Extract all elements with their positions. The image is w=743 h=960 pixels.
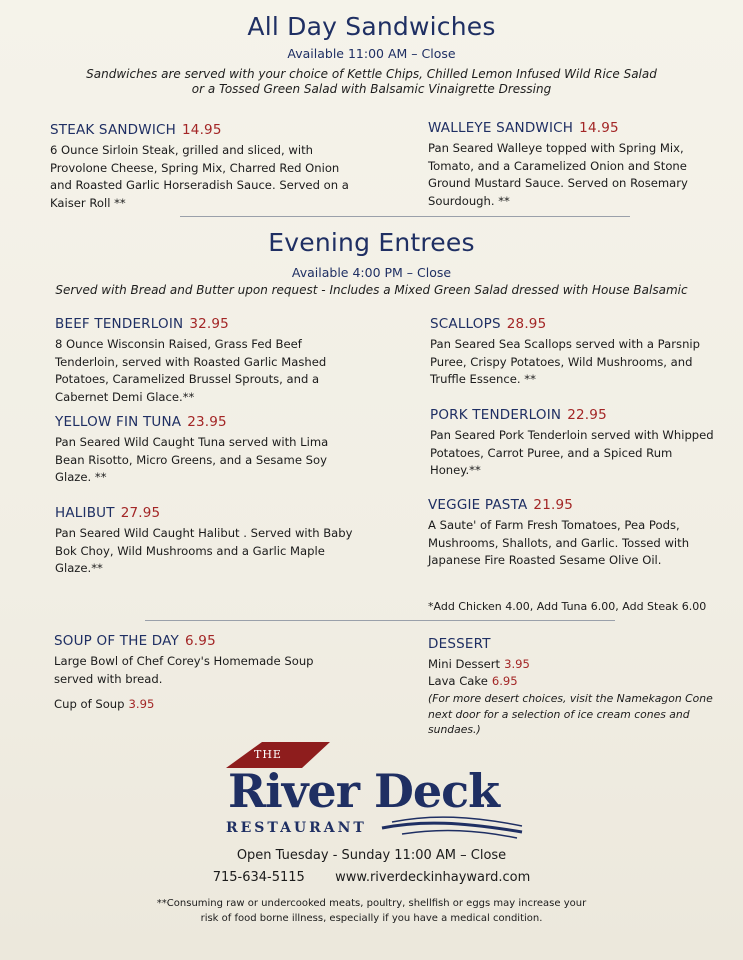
item-name: BEEF TENDERLOIN: [55, 316, 184, 332]
divider: [180, 216, 630, 217]
logo-the: THE: [254, 748, 282, 761]
entrees-note: Served with Bread and Butter upon request - Includes a Mixed Green Salad dressed with House Balsamic: [55, 283, 688, 297]
sandwiches-availability: Available 11:00 AM – Close: [287, 46, 456, 61]
river-deck-logo: [222, 742, 532, 842]
item-name: VEGGIE PASTA: [428, 497, 528, 513]
sandwiches-note-line2: or a Tossed Green Salad with Balsamic Vinaigrette Dressing: [191, 82, 552, 96]
sandwiches-heading: All Day Sandwiches: [247, 12, 496, 41]
contact-line: [0, 870, 743, 885]
dessert-note: (For more desert choices, visit the Namekagon Cone next door for a selection of ice cream cones and sundaes.): [428, 692, 713, 736]
disclaimer-line2: risk of food borne illness, especially if you have a medical condition.: [200, 913, 543, 924]
item-price: 27.95: [120, 505, 161, 521]
hours: Open Tuesday - Sunday 11:00 AM – Close: [236, 848, 507, 863]
item-price: 22.95: [567, 407, 607, 423]
item-name: YELLOW FIN TUNA: [55, 414, 182, 430]
entrees-availability: Available 4:00 PM – Close: [291, 265, 452, 280]
mini-dessert: Mini Dessert 3.95: [428, 657, 530, 671]
item-name: HALIBUT: [55, 505, 115, 521]
item-price: 32.95: [189, 316, 229, 332]
menu-item-veggie-pasta: [428, 497, 728, 570]
item-name: DESSERT: [428, 636, 491, 652]
sandwiches-note-line1: Sandwiches are served with your choice of Kettle Chips, Chilled Lemon Infused Wild Rice Salad: [86, 67, 657, 81]
item-price: 21.95: [533, 497, 574, 513]
cup-of-soup: Cup of Soup 3.95: [54, 697, 155, 711]
disclaimer-line1: **Consuming raw or undercooked meats, poultry, shellfish or eggs may increase your: [156, 898, 587, 909]
item-name: SCALLOPS: [430, 316, 501, 332]
menu-item-yellow-fin-tuna: [55, 414, 385, 487]
logo-restaurant: RESTAURANT: [226, 820, 367, 836]
item-name: STEAK SANDWICH: [50, 122, 176, 138]
menu-item-steak-sandwich: [50, 122, 380, 212]
phone-number: 715-634-5115: [212, 870, 305, 885]
item-description: A Saute' of Farm Fresh Tomatoes, Pea Pods, Mushrooms, Shallots, and Garlic. Tossed with Japanese Fire Roasted Sesame Olive Oil.: [428, 518, 690, 567]
item-name: PORK TENDERLOIN: [430, 407, 562, 423]
entrees-heading: Evening Entrees: [268, 228, 475, 257]
item-description: 8 Ounce Wisconsin Raised, Grass Fed Beef Tenderloin, served with Roasted Garlic Mashed Potatoes, Caramelized Brussel Sprouts, and a Cabernet Demi Glace.**: [55, 337, 327, 404]
item-description: Pan Seared Walleye topped with Spring Mix, Tomato, and a Caramelized Onion and Stone Ground Mustard Sauce. Served on Rosemary Sourdough. **: [428, 141, 688, 208]
item-price: 23.95: [187, 414, 227, 430]
item-price: 14.95: [579, 120, 619, 136]
logo-name: River Deck: [228, 764, 499, 818]
menu-item-beef-tenderloin: [55, 316, 385, 406]
item-description: Pan Seared Wild Caught Halibut . Served with Baby Bok Choy, Wild Mushrooms and a Garlic Maple Glaze.**: [55, 526, 353, 575]
item-name: WALLEYE SANDWICH: [428, 120, 574, 136]
item-description: Pan Seared Pork Tenderloin served with Whipped Potatoes, Carrot Puree, and a Spiced Rum Honey.**: [430, 428, 714, 477]
lava-cake: Lava Cake 6.95: [428, 674, 518, 688]
menu-item-pork-tenderloin: [430, 407, 730, 480]
menu-item-soup-of-the-day: [54, 633, 384, 713]
menu-item-dessert: [428, 636, 728, 738]
item-price: 28.95: [506, 316, 547, 332]
menu-item-scallops: [430, 316, 730, 389]
addons-note: *Add Chicken 4.00, Add Tuna 6.00, Add Steak 6.00: [428, 600, 707, 613]
item-name: SOUP OF THE DAY: [54, 633, 180, 649]
menu-item-halibut: [55, 505, 385, 578]
menu-item-walleye-sandwich: [428, 120, 728, 210]
item-description: Pan Seared Sea Scallops served with a Parsnip Puree, Crispy Potatoes, Wild Mushrooms, and Truffle Essence. **: [430, 337, 700, 386]
item-description: Pan Seared Wild Caught Tuna served with Lima Bean Risotto, Micro Greens, and a Sesame Soy Glaze. **: [55, 435, 329, 484]
item-price: 14.95: [181, 122, 222, 138]
website-link[interactable]: www.riverdeckinhayward.com: [335, 870, 531, 885]
item-description: Large Bowl of Chef Corey's Homemade Soup served with bread.: [54, 654, 314, 686]
item-description: 6 Ounce Sirloin Steak, grilled and sliced, with Provolone Cheese, Spring Mix, Charred Red Onion and Roasted Garlic Horseradish Sauce. Served on a Kaiser Roll **: [50, 143, 349, 210]
divider: [145, 620, 615, 621]
item-price: 6.95: [185, 633, 216, 649]
